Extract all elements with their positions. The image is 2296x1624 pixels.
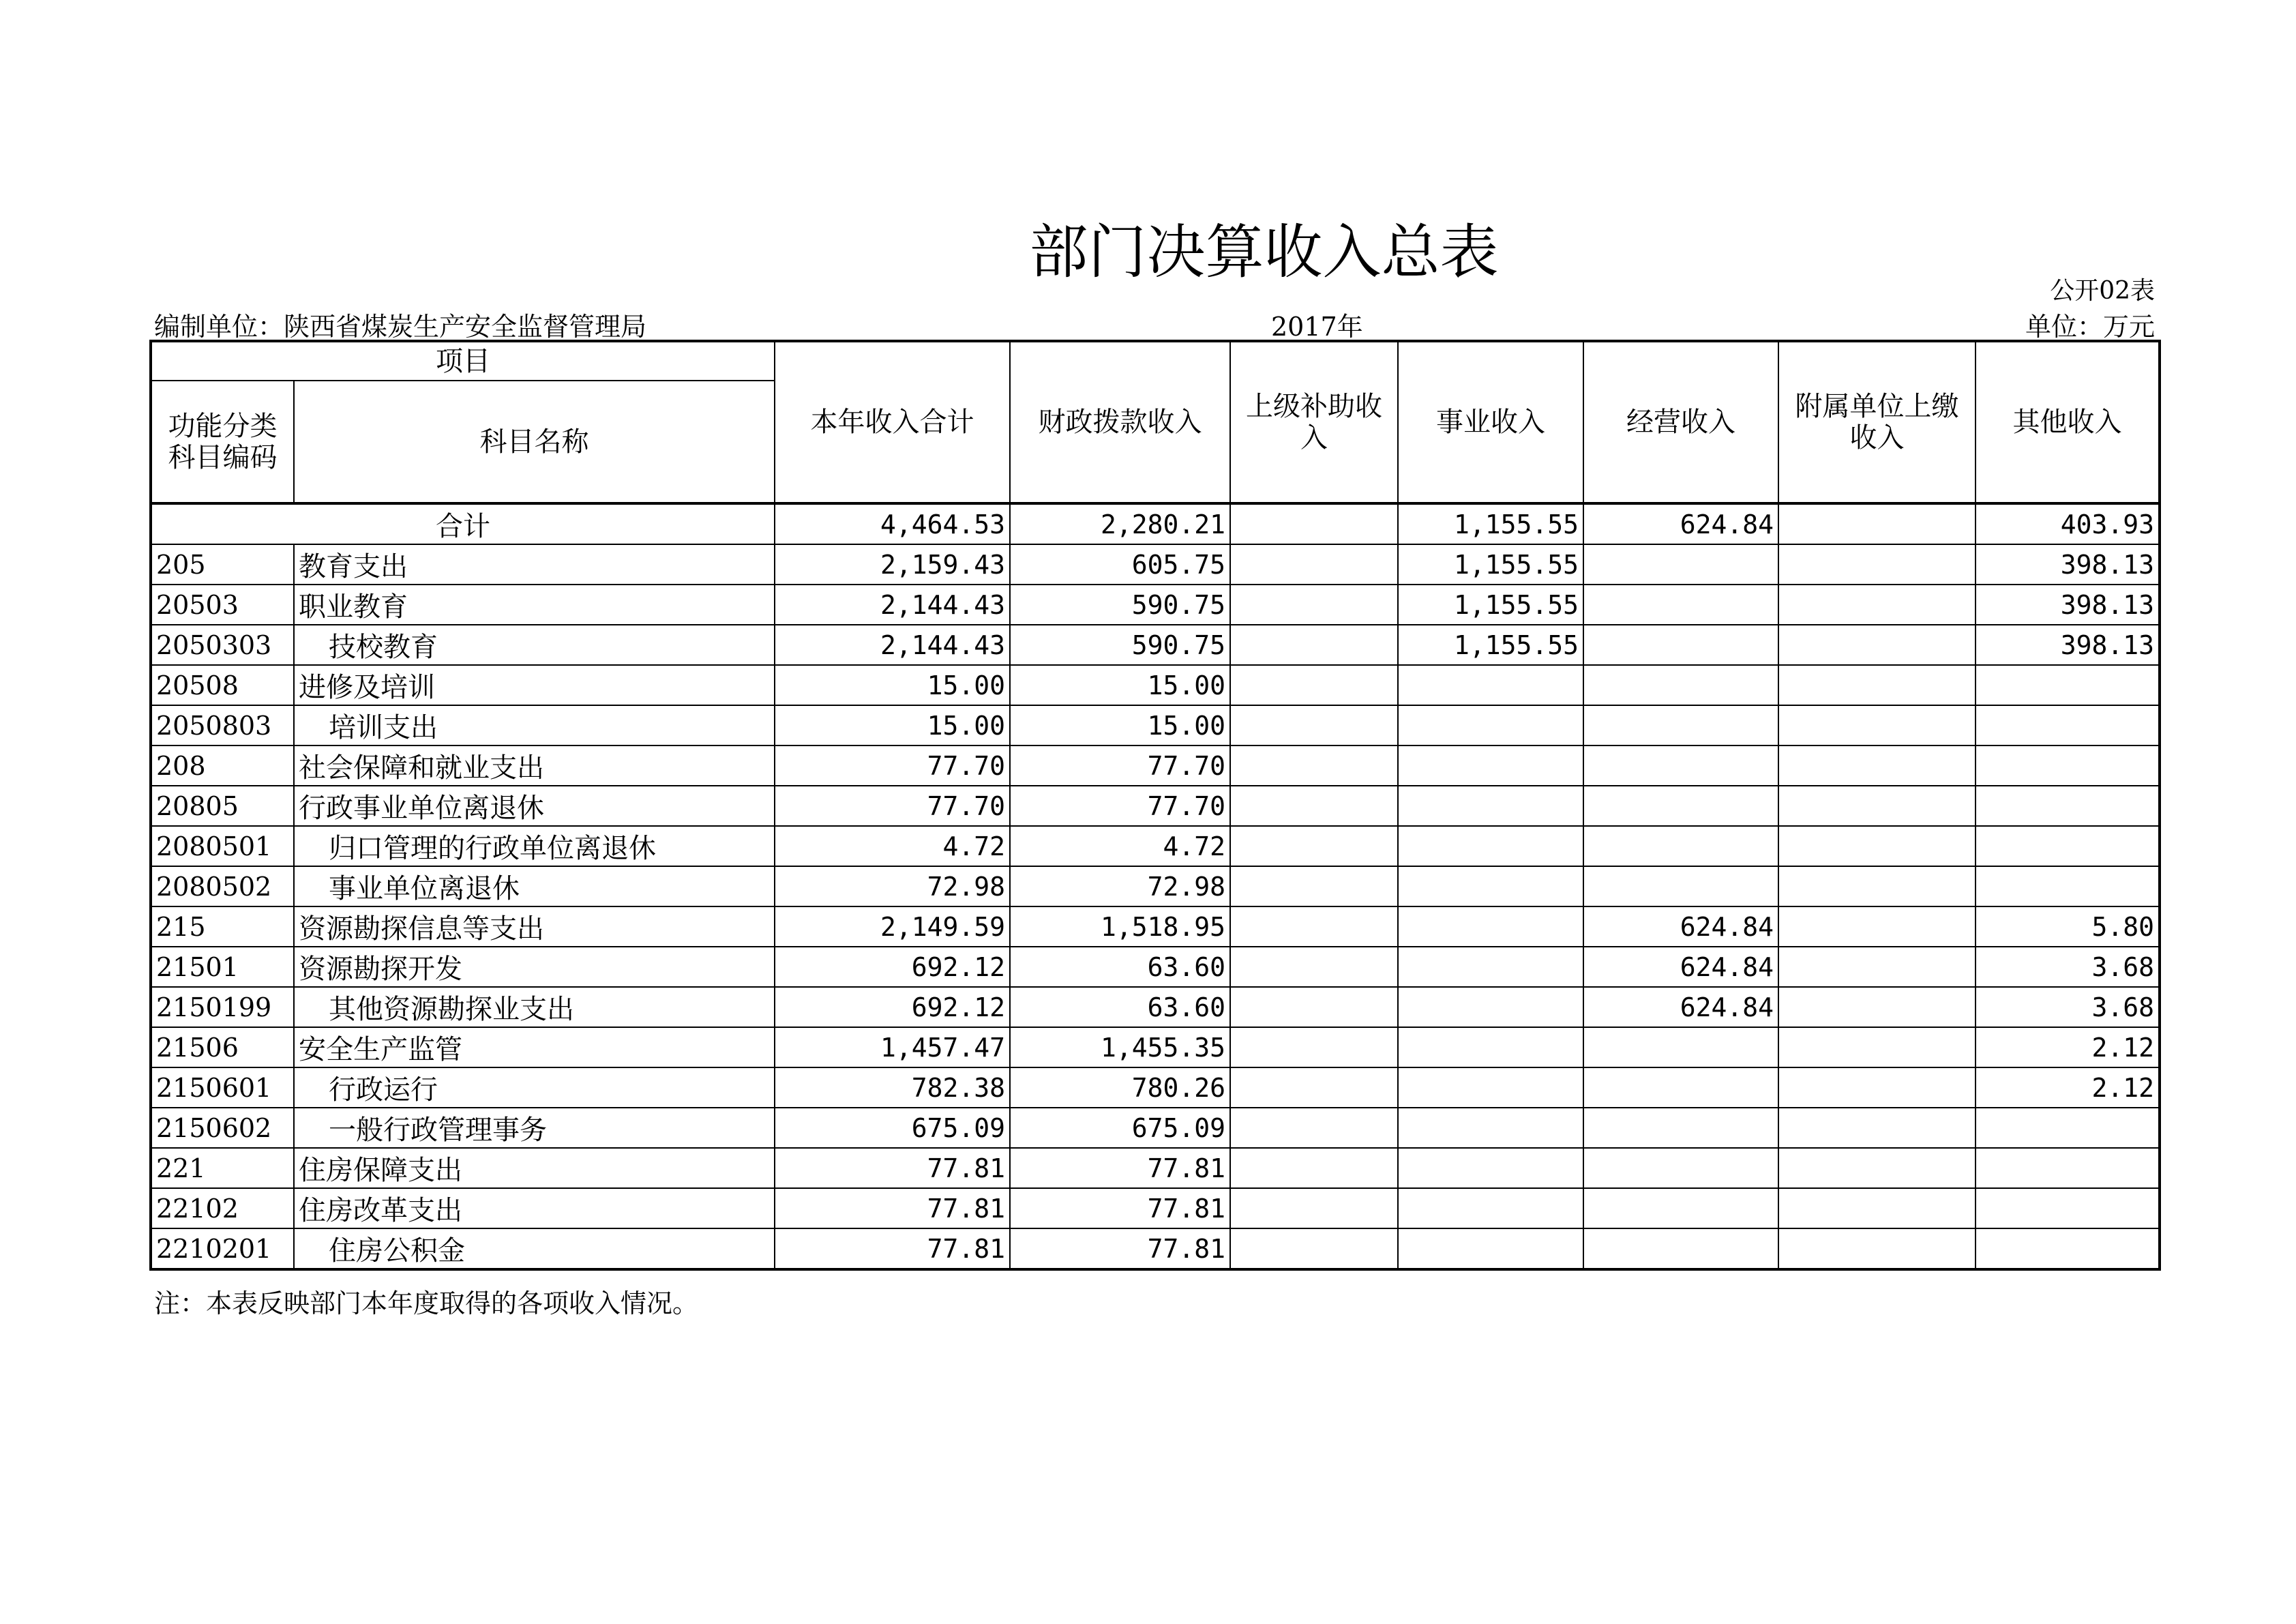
cell-affiliated — [1778, 866, 1976, 906]
cell-superior — [1230, 786, 1398, 826]
subject-name: 培训支出 — [294, 705, 775, 745]
cell-operation: 624.84 — [1583, 503, 1778, 544]
cell-affiliated — [1778, 665, 1976, 705]
cell-superior — [1230, 1108, 1398, 1148]
table-row — [151, 1228, 2160, 1269]
cell-total: 15.00 — [775, 665, 1010, 705]
cell-superior — [1230, 1067, 1398, 1108]
header-business: 事业收入 — [1398, 341, 1583, 503]
cell-superior — [1230, 503, 1398, 544]
cell-other: 398.13 — [1976, 585, 2160, 625]
compiling-unit: 编制单位：陕西省煤炭生产安全监督管理局 — [154, 312, 647, 342]
cell-other — [1976, 866, 2160, 906]
subject-code: 20805 — [151, 786, 294, 826]
subject-code: 22102 — [151, 1188, 294, 1228]
fiscal-year: 2017年 — [1271, 312, 1363, 342]
subject-name: 社会保障和就业支出 — [294, 745, 775, 786]
table-row — [151, 585, 2160, 625]
cell-total: 1,457.47 — [775, 1027, 1010, 1067]
cell-fiscal: 63.60 — [1010, 947, 1230, 987]
cell-operation — [1583, 1027, 1778, 1067]
table-row — [151, 1148, 2160, 1188]
subject-name: 行政事业单位离退休 — [294, 786, 775, 826]
cell-total: 77.81 — [775, 1228, 1010, 1269]
cell-other — [1976, 826, 2160, 866]
subject-name: 住房改革支出 — [294, 1188, 775, 1228]
cell-business: 1,155.55 — [1398, 585, 1583, 625]
cell-operation — [1583, 665, 1778, 705]
cell-affiliated — [1778, 1027, 1976, 1067]
cell-other — [1976, 745, 2160, 786]
subject-code: 20503 — [151, 585, 294, 625]
cell-affiliated — [1778, 1108, 1976, 1148]
cell-fiscal: 1,455.35 — [1010, 1027, 1230, 1067]
cell-superior — [1230, 906, 1398, 947]
header-operation: 经营收入 — [1583, 341, 1778, 503]
cell-fiscal: 77.70 — [1010, 786, 1230, 826]
cell-business — [1398, 947, 1583, 987]
cell-other — [1976, 665, 2160, 705]
cell-other — [1976, 1108, 2160, 1148]
cell-superior — [1230, 826, 1398, 866]
cell-total: 15.00 — [775, 705, 1010, 745]
subject-code: 2080502 — [151, 866, 294, 906]
cell-superior — [1230, 947, 1398, 987]
cell-superior — [1230, 625, 1398, 665]
table-row — [151, 826, 2160, 866]
header-affiliated: 附属单位上缴收入 — [1778, 341, 1976, 503]
subject-code: 2150601 — [151, 1067, 294, 1108]
cell-superior — [1230, 705, 1398, 745]
subject-code: 208 — [151, 745, 294, 786]
cell-other — [1976, 1228, 2160, 1269]
cell-total: 2,149.59 — [775, 906, 1010, 947]
cell-operation — [1583, 786, 1778, 826]
subject-code: 2210201 — [151, 1228, 294, 1269]
cell-fiscal: 590.75 — [1010, 625, 1230, 665]
table-row — [151, 1188, 2160, 1228]
cell-affiliated — [1778, 625, 1976, 665]
cell-other: 403.93 — [1976, 503, 2160, 544]
header-code: 功能分类科目编码 — [151, 381, 294, 503]
table-row — [151, 705, 2160, 745]
subject-name: 行政运行 — [294, 1067, 775, 1108]
cell-business: 1,155.55 — [1398, 544, 1583, 585]
table-row — [151, 544, 2160, 585]
cell-operation — [1583, 1108, 1778, 1148]
subject-name: 进修及培训 — [294, 665, 775, 705]
cell-superior — [1230, 987, 1398, 1027]
header-item: 项目 — [151, 341, 775, 381]
cell-total: 782.38 — [775, 1067, 1010, 1108]
cell-superior — [1230, 1228, 1398, 1269]
cell-other — [1976, 705, 2160, 745]
cell-total: 4.72 — [775, 826, 1010, 866]
cell-fiscal: 15.00 — [1010, 665, 1230, 705]
cell-affiliated — [1778, 544, 1976, 585]
header-fiscal: 财政拨款收入 — [1010, 341, 1230, 503]
cell-fiscal: 4.72 — [1010, 826, 1230, 866]
cell-total: 2,144.43 — [775, 585, 1010, 625]
subject-code: 20508 — [151, 665, 294, 705]
table-row — [151, 947, 2160, 987]
cell-business — [1398, 705, 1583, 745]
cell-affiliated — [1778, 1148, 1976, 1188]
subject-name: 资源勘探开发 — [294, 947, 775, 987]
cell-total: 675.09 — [775, 1108, 1010, 1148]
cell-operation — [1583, 625, 1778, 665]
cell-total: 77.81 — [775, 1188, 1010, 1228]
table-row — [151, 1027, 2160, 1067]
cell-business — [1398, 906, 1583, 947]
cell-fiscal: 15.00 — [1010, 705, 1230, 745]
total-label: 合计 — [151, 503, 775, 544]
cell-other: 2.12 — [1976, 1067, 2160, 1108]
cell-total: 4,464.53 — [775, 503, 1010, 544]
subject-name: 资源勘探信息等支出 — [294, 906, 775, 947]
cell-operation: 624.84 — [1583, 906, 1778, 947]
cell-affiliated — [1778, 585, 1976, 625]
cell-fiscal: 77.70 — [1010, 745, 1230, 786]
cell-business — [1398, 866, 1583, 906]
table-row — [151, 786, 2160, 826]
subject-name: 住房公积金 — [294, 1228, 775, 1269]
subject-name: 教育支出 — [294, 544, 775, 585]
cell-fiscal: 77.81 — [1010, 1228, 1230, 1269]
cell-business: 1,155.55 — [1398, 503, 1583, 544]
cell-superior — [1230, 745, 1398, 786]
cell-total: 77.70 — [775, 786, 1010, 826]
header-name: 科目名称 — [294, 381, 775, 503]
table-row — [151, 906, 2160, 947]
cell-affiliated — [1778, 1188, 1976, 1228]
subject-code: 221 — [151, 1148, 294, 1188]
cell-affiliated — [1778, 745, 1976, 786]
cell-operation — [1583, 826, 1778, 866]
cell-other: 3.68 — [1976, 987, 2160, 1027]
cell-operation — [1583, 745, 1778, 786]
cell-affiliated — [1778, 786, 1976, 826]
cell-fiscal: 1,518.95 — [1010, 906, 1230, 947]
subject-code: 2050803 — [151, 705, 294, 745]
cell-operation — [1583, 1148, 1778, 1188]
cell-total: 72.98 — [775, 866, 1010, 906]
cell-operation — [1583, 1188, 1778, 1228]
total-row — [151, 503, 2160, 544]
cell-superior — [1230, 1027, 1398, 1067]
subject-name: 归口管理的行政单位离退休 — [294, 826, 775, 866]
cell-other — [1976, 786, 2160, 826]
cell-affiliated — [1778, 947, 1976, 987]
header-superior: 上级补助收入 — [1230, 341, 1398, 503]
currency-unit: 单位：万元 — [2025, 312, 2155, 342]
cell-superior — [1230, 1148, 1398, 1188]
cell-affiliated — [1778, 1067, 1976, 1108]
cell-total: 692.12 — [775, 947, 1010, 987]
page-title: 部门决算收入总表 — [1029, 218, 1499, 286]
cell-other — [1976, 1148, 2160, 1188]
cell-fiscal: 2,280.21 — [1010, 503, 1230, 544]
cell-operation — [1583, 1067, 1778, 1108]
cell-operation — [1583, 544, 1778, 585]
subject-code: 205 — [151, 544, 294, 585]
cell-other: 5.80 — [1976, 906, 2160, 947]
subject-name: 其他资源勘探业支出 — [294, 987, 775, 1027]
cell-fiscal: 72.98 — [1010, 866, 1230, 906]
cell-total: 2,144.43 — [775, 625, 1010, 665]
cell-affiliated — [1778, 503, 1976, 544]
cell-business — [1398, 786, 1583, 826]
form-number: 公开02表 — [2050, 277, 2155, 305]
cell-total: 77.70 — [775, 745, 1010, 786]
subject-code: 21506 — [151, 1027, 294, 1067]
cell-affiliated — [1778, 1228, 1976, 1269]
cell-business: 1,155.55 — [1398, 625, 1583, 665]
income-summary-table — [149, 340, 2161, 1271]
cell-operation — [1583, 1228, 1778, 1269]
cell-superior — [1230, 1188, 1398, 1228]
cell-superior — [1230, 544, 1398, 585]
subject-name: 住房保障支出 — [294, 1148, 775, 1188]
cell-business — [1398, 1148, 1583, 1188]
cell-other: 3.68 — [1976, 947, 2160, 987]
cell-business — [1398, 1228, 1583, 1269]
cell-affiliated — [1778, 705, 1976, 745]
cell-superior — [1230, 866, 1398, 906]
cell-business — [1398, 987, 1583, 1027]
cell-business — [1398, 826, 1583, 866]
cell-fiscal: 605.75 — [1010, 544, 1230, 585]
table-row — [151, 1108, 2160, 1148]
cell-total: 692.12 — [775, 987, 1010, 1027]
cell-fiscal: 780.26 — [1010, 1067, 1230, 1108]
subject-code: 2050303 — [151, 625, 294, 665]
subject-code: 21501 — [151, 947, 294, 987]
subject-name: 技校教育 — [294, 625, 775, 665]
cell-fiscal: 590.75 — [1010, 585, 1230, 625]
cell-operation — [1583, 866, 1778, 906]
cell-other: 398.13 — [1976, 544, 2160, 585]
cell-fiscal: 77.81 — [1010, 1188, 1230, 1228]
cell-business — [1398, 665, 1583, 705]
cell-business — [1398, 1067, 1583, 1108]
cell-business — [1398, 1027, 1583, 1067]
cell-fiscal: 675.09 — [1010, 1108, 1230, 1148]
header-total: 本年收入合计 — [775, 341, 1010, 503]
subject-name: 事业单位离退休 — [294, 866, 775, 906]
cell-operation: 624.84 — [1583, 987, 1778, 1027]
cell-affiliated — [1778, 826, 1976, 866]
header-other: 其他收入 — [1976, 341, 2160, 503]
cell-other: 2.12 — [1976, 1027, 2160, 1067]
cell-affiliated — [1778, 987, 1976, 1027]
footnote: 注：本表反映部门本年度取得的各项收入情况。 — [154, 1288, 699, 1318]
cell-total: 77.81 — [775, 1148, 1010, 1188]
cell-affiliated — [1778, 906, 1976, 947]
subject-code: 2150602 — [151, 1108, 294, 1148]
cell-other: 398.13 — [1976, 625, 2160, 665]
table-row — [151, 665, 2160, 705]
cell-operation — [1583, 585, 1778, 625]
cell-superior — [1230, 585, 1398, 625]
cell-other — [1976, 1188, 2160, 1228]
cell-fiscal: 77.81 — [1010, 1148, 1230, 1188]
cell-operation — [1583, 705, 1778, 745]
table-row — [151, 1067, 2160, 1108]
cell-superior — [1230, 665, 1398, 705]
table-row — [151, 745, 2160, 786]
subject-name: 安全生产监管 — [294, 1027, 775, 1067]
table-row — [151, 625, 2160, 665]
cell-total: 2,159.43 — [775, 544, 1010, 585]
cell-business — [1398, 1108, 1583, 1148]
table-row — [151, 987, 2160, 1027]
subject-name: 一般行政管理事务 — [294, 1108, 775, 1148]
cell-business — [1398, 745, 1583, 786]
table-row — [151, 866, 2160, 906]
subject-code: 2150199 — [151, 987, 294, 1027]
cell-business — [1398, 1188, 1583, 1228]
subject-code: 215 — [151, 906, 294, 947]
cell-fiscal: 63.60 — [1010, 987, 1230, 1027]
subject-name: 职业教育 — [294, 585, 775, 625]
subject-code: 2080501 — [151, 826, 294, 866]
cell-operation: 624.84 — [1583, 947, 1778, 987]
